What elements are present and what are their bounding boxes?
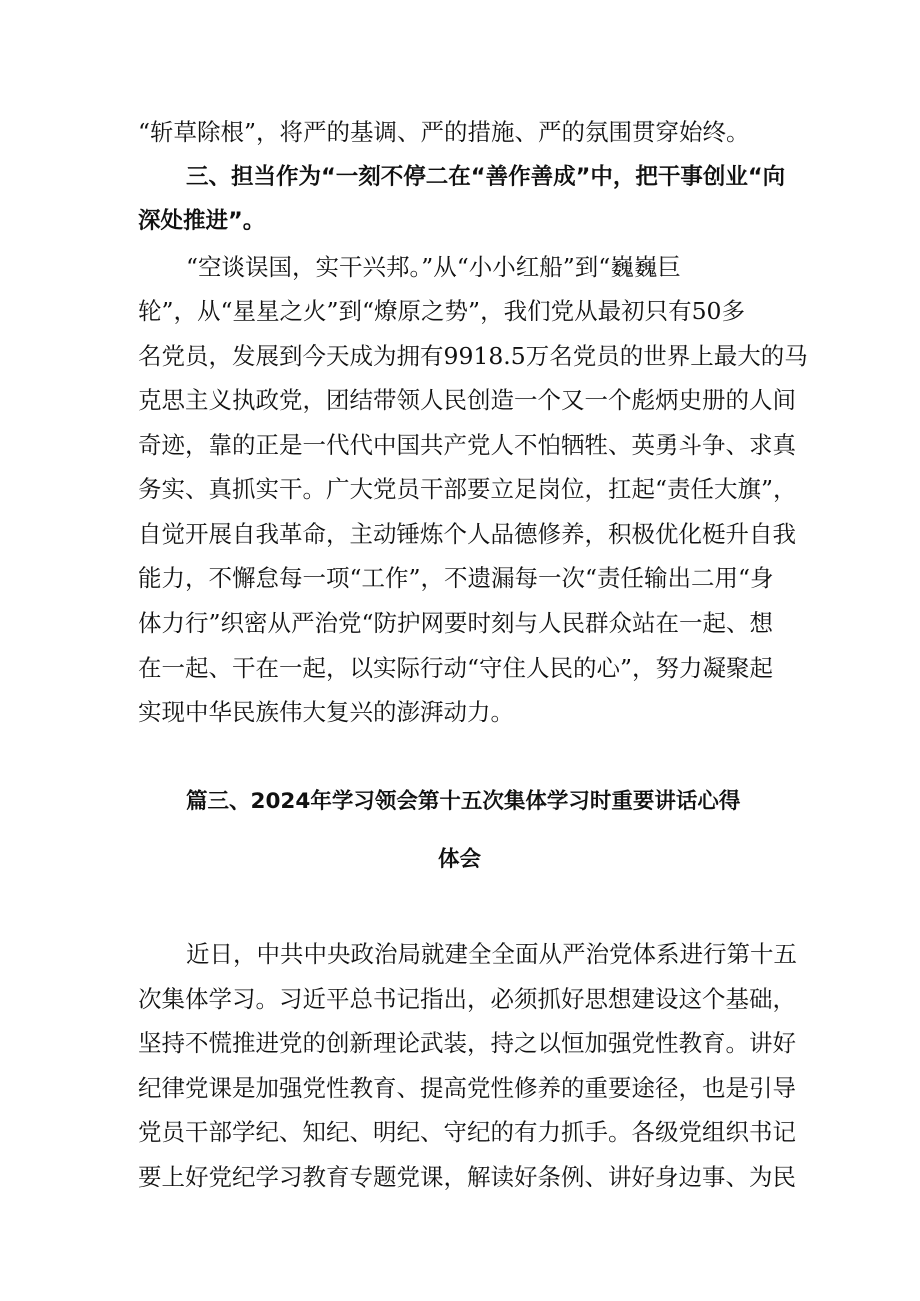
paragraph1-line: 实现中华民族伟大复兴的澎湃动力。 [138, 698, 514, 726]
paragraph2-line: 坚持不慌推进党的创新理论武装，持之以恒加强党性教育。讲好 [138, 1029, 796, 1057]
paragraph1-line: 体力行”织密从严治党“防护网要时刻与人民群众站在一起、想 [138, 609, 774, 637]
paragraph2-line: 近日，中共中央政治局就建全全面从严治党体系进行第十五 [186, 940, 797, 968]
paragraph2-line: 纪律党课是加强党性教育、提高党性修养的重要途径，也是引导 [138, 1074, 796, 1102]
article-title-line-1: 篇三、2024年学习领会第十五次集体学习时重要讲话心得 [186, 789, 741, 814]
intro-tail-line: “斩草除根”，将严的基调、严的措施、严的氛围贯穿始终。 [138, 118, 750, 146]
paragraph1-line: 务实、真抓实干。广大党员干部要立足岗位，扛起“责任大旗”， [138, 475, 797, 503]
paragraph1-line: 在一起、干在一起，以实际行动“守住人民的心”，努力凝聚起 [138, 654, 774, 682]
paragraph2-line: 要上好党纪学习教育专题党课，解读好条例、讲好身边事、为民 [138, 1163, 796, 1191]
section-heading-line-2: 深处推进”。 [138, 208, 266, 234]
paragraph2-line: 次集体学习。习近平总书记指出，必须抓好思想建设这个基础， [138, 985, 796, 1013]
paragraph1-line: “空谈误国，实干兴邦。”从“小小红船”到“巍巍巨 [186, 253, 681, 281]
paragraph1-line: 奇迹，靠的正是一代代中国共产党人不怕牺牲、英勇斗争、求真 [138, 431, 796, 459]
paragraph1-line: 自觉开展自我革命，主动锤炼个人品德修养，积极优化梃升自我 [138, 520, 796, 548]
paragraph1-line: 能力，不懈怠每一项“工作”，不遗漏每一次“责任输出二用“身 [138, 564, 774, 592]
article-title-line-2: 体会 [438, 847, 482, 872]
paragraph1-line: 轮”，从“星星之火”到“燎原之势”，我们党从最初只有50多 [138, 297, 745, 325]
paragraph2-line: 党员干部学纪、知纪、明纪、守纪的有力抓手。各级党组织书记 [138, 1118, 796, 1146]
paragraph1-line: 名党员，发展到今天成为拥有9918.5万名党员的世界上最大的马 [138, 342, 808, 370]
section-heading-line-1: 三、担当作为“一刻不停二在“善作善成”中，把干事创业“向 [186, 164, 786, 190]
paragraph1-line: 克思主义执政党，团结带领人民创造一个又一个彪炳史册的人间 [138, 386, 796, 414]
